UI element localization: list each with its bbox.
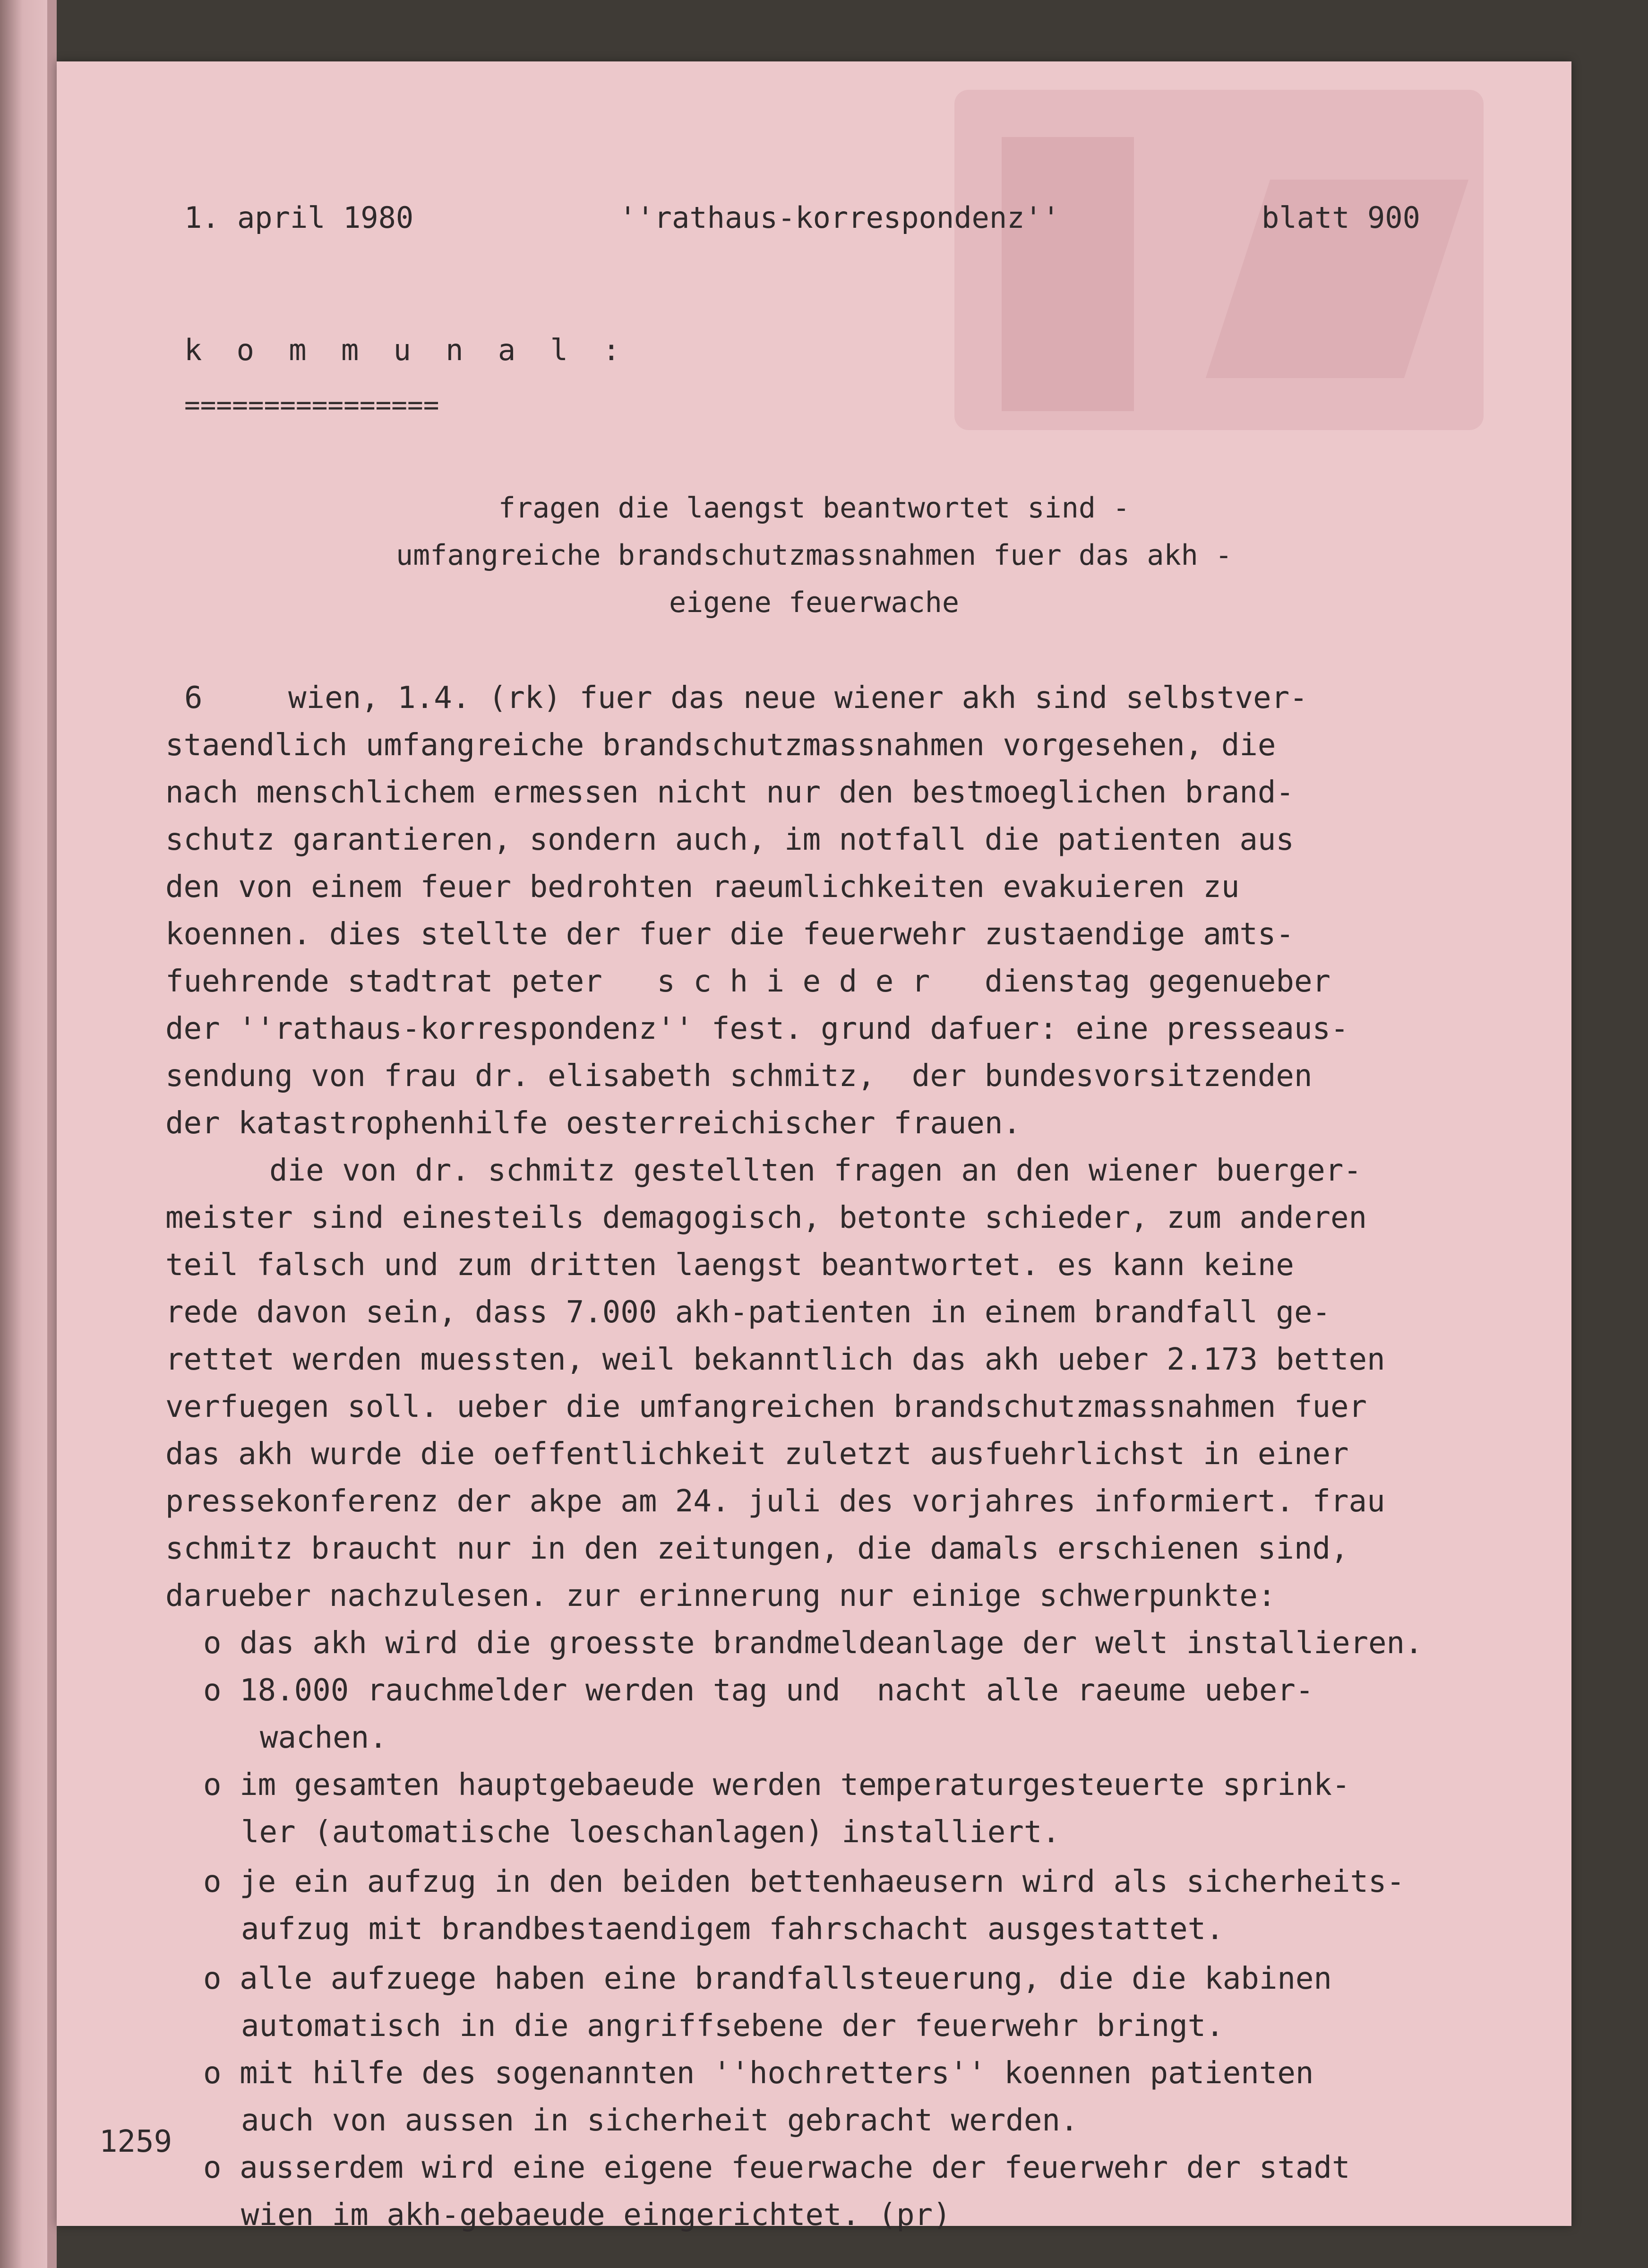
body-line: koennen. dies stellte der fuer die feuerwehr zustaendige amts- (165, 917, 1294, 952)
body-line: das akh wurde die oeffentlichkeit zuletzt ausfuehrlichst in einer (165, 1437, 1349, 1472)
page-footer-number: 1259 (99, 2124, 172, 2159)
headline-line: umfangreiche brandschutzmassnahmen fuer das akh - (395, 539, 1233, 572)
body-line: meister sind einesteils demagogisch, betonte schieder, zum anderen (165, 1200, 1367, 1235)
section-label: k o m m u n a l : (184, 333, 629, 367)
section-underline: ================ (184, 390, 439, 421)
bullet-continuation: wien im akh-gebaeude eingerichtet. (pr) (241, 2198, 951, 2233)
headline-line: eigene feuerwache (669, 586, 960, 619)
body-line: die von dr. schmitz gestellten fragen an den wiener buerger- (269, 1153, 1362, 1188)
bullet-continuation: auch von aussen in sicherheit gebracht werden. (241, 2103, 1079, 2138)
body-line: staendlich umfangreiche brandschutzmassnahmen vorgesehen, die (165, 728, 1276, 763)
bullet-continuation: ler (automatische loeschanlagen) installiert. (241, 1815, 1060, 1850)
bullet-item: o je ein aufzug in den beiden bettenhaeusern wird als sicherheits- (203, 1864, 1405, 1899)
body-line: fuehrende stadtrat peter s c h i e d e r dienstag gegenueber (165, 964, 1330, 999)
bullet-item: o ausserdem wird eine eigene feuerwache der feuerwehr der stadt (203, 2150, 1350, 2185)
body-line: nach menschlichem ermessen nicht nur den bestmoeglichen brand- (165, 775, 1294, 810)
body-line: den von einem feuer bedrohten raeumlichkeiten evakuieren zu (165, 870, 1240, 905)
header-date: 1. april 1980 (184, 200, 414, 235)
body-line: sendung von frau dr. elisabeth schmitz, der bundesvorsitzenden (165, 1059, 1313, 1094)
body-line: wien, 1.4. (rk) fuer das neue wiener akh sind selbstver- (288, 681, 1308, 716)
body-line: pressekonferenz der akpe am 24. juli des vorjahres informiert. frau (165, 1484, 1385, 1519)
bullet-item: o im gesamten hauptgebaeude werden temperaturgesteuerte sprink- (203, 1768, 1350, 1802)
bullet-item: o mit hilfe des sogenannten ''hochretters'' koennen patienten (203, 2056, 1314, 2091)
binding-shadow (47, 0, 57, 2268)
bullet-item: o das akh wird die groesste brandmeldeanlage der welt installieren. (203, 1626, 1423, 1661)
body-line: verfuegen soll. ueber die umfangreichen brandschutzmassnahmen fuer (165, 1389, 1367, 1424)
body-line: teil falsch und zum dritten laengst beantwortet. es kann keine (165, 1248, 1294, 1283)
body-line: rede davon sein, dass 7.000 akh-patienten in einem brandfall ge- (165, 1295, 1330, 1330)
body-line: der katastrophenhilfe oesterreichischer frauen. (165, 1106, 1021, 1141)
header-publication: ''rathaus-korrespondenz'' (619, 200, 1060, 235)
header-sheet-number: blatt 900 (1262, 200, 1420, 235)
bullet-continuation: automatisch in die angriffsebene der feuerwehr bringt. (241, 2009, 1224, 2044)
body-line: schmitz braucht nur in den zeitungen, die damals erschienen sind, (165, 1531, 1349, 1566)
show-through-logo-stroke (1002, 137, 1134, 411)
body-line: rettet werden muessten, weil bekanntlich das akh ueber 2.173 betten (165, 1342, 1385, 1377)
bullet-item: o 18.000 rauchmelder werden tag und nacht alle raeume ueber- (203, 1673, 1314, 1708)
body-line: der ''rathaus-korrespondenz'' fest. grund dafuer: eine presseaus- (165, 1011, 1349, 1046)
bullet-continuation: wachen. (260, 1720, 387, 1755)
bullet-item: o alle aufzuege haben eine brandfallsteuerung, die die kabinen (203, 1961, 1332, 1996)
headline-line: fragen die laengst beantwortet sind - (498, 492, 1130, 525)
body-line: darueber nachzulesen. zur erinnerung nur einige schwerpunkte: (165, 1578, 1276, 1613)
bullet-continuation: aufzug mit brandbestaendigem fahrschacht ausgestattet. (241, 1912, 1224, 1947)
article-number: 6 (184, 681, 203, 716)
document-page (57, 61, 1571, 2233)
body-line: schutz garantieren, sondern auch, im notfall die patienten aus (165, 822, 1294, 857)
